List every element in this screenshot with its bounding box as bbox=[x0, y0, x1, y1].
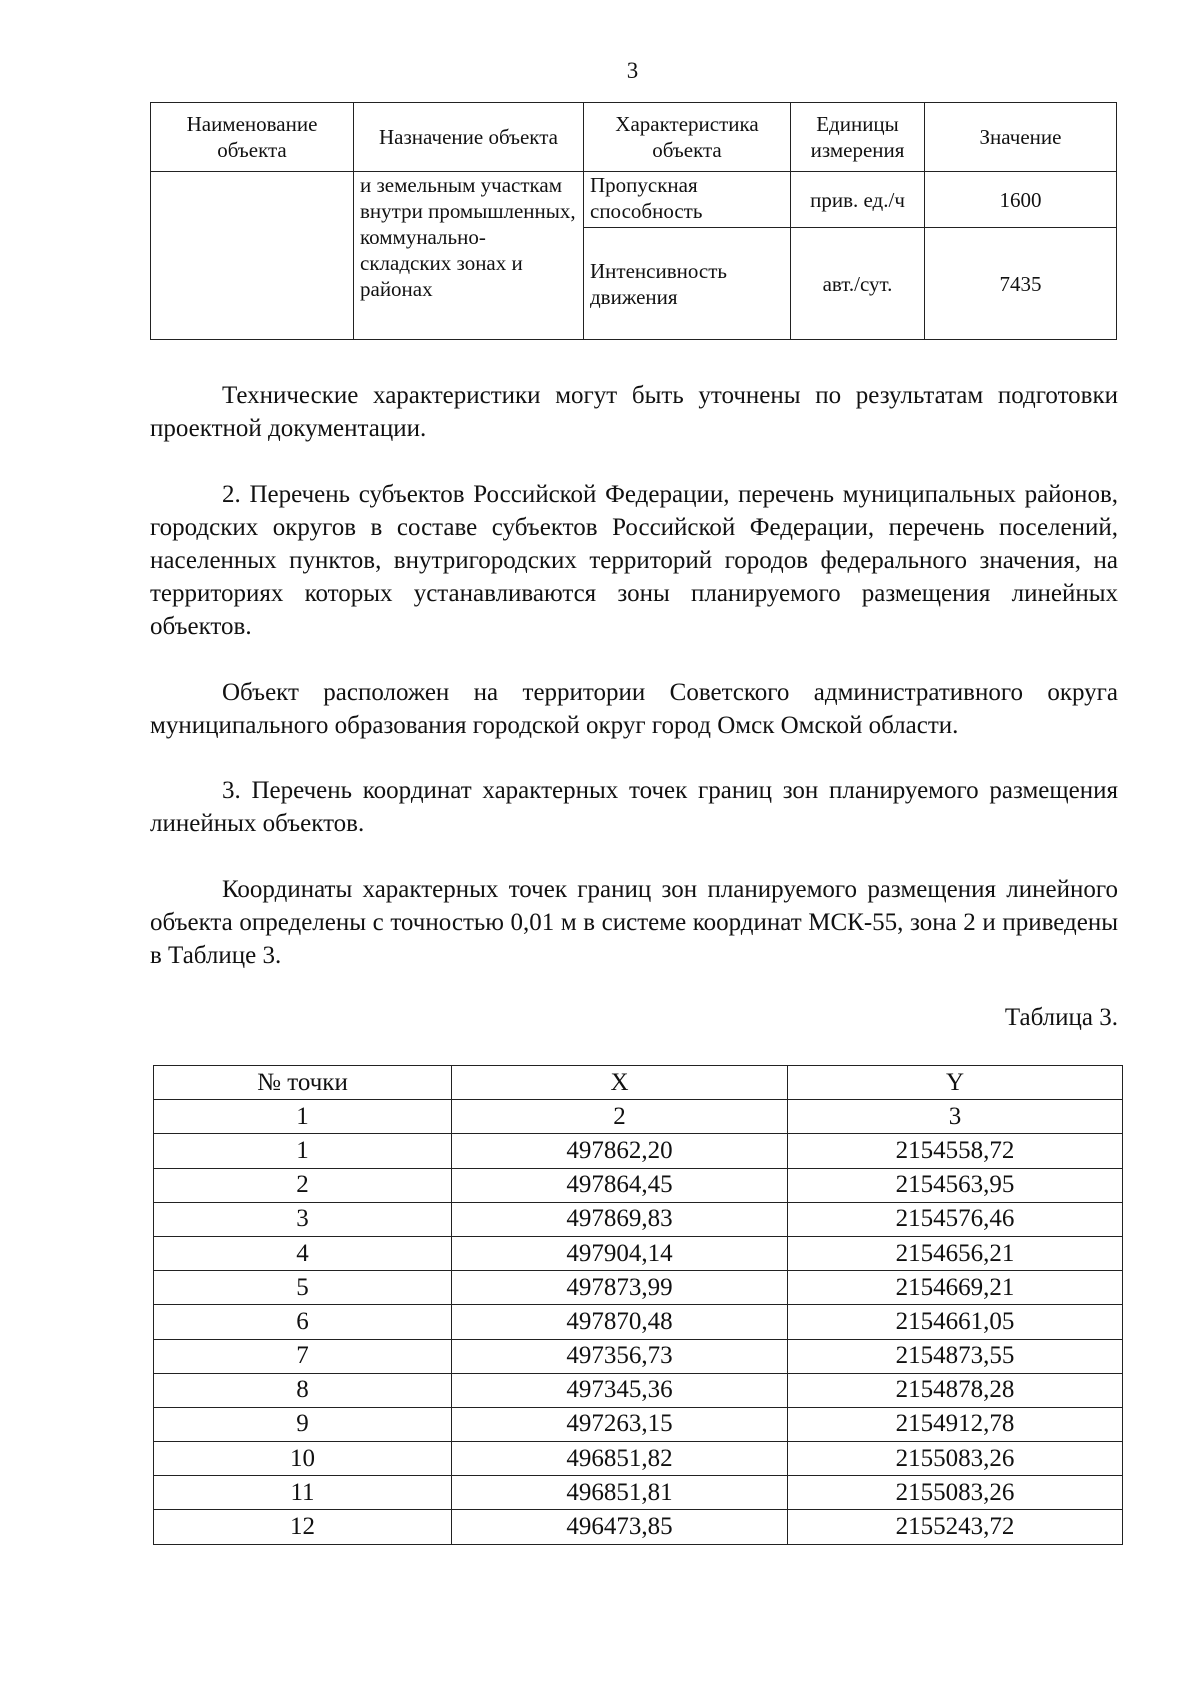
column-number: 1 bbox=[154, 1100, 452, 1134]
paragraph-coordinates-note: Координаты характерных точек границ зон планируемого размещения линейного объекта определены с точностью 0,01 м в системе координат МСК-55, зона 2 и приведены в Таблице 3. bbox=[150, 876, 1118, 969]
characteristic-cell: Интенсивность движения bbox=[584, 228, 791, 340]
column-number: 3 bbox=[788, 1100, 1123, 1134]
x-coordinate-cell: 497904,14 bbox=[452, 1236, 788, 1270]
point-number-cell: 6 bbox=[154, 1305, 452, 1339]
header-value: Значение bbox=[925, 103, 1117, 172]
y-coordinate-cell: 2154912,78 bbox=[788, 1407, 1123, 1441]
x-coordinate-cell: 497870,48 bbox=[452, 1305, 788, 1339]
point-number-cell: 10 bbox=[154, 1442, 452, 1476]
characteristic-cell: Пропускная способность bbox=[584, 172, 791, 228]
table-row bbox=[154, 1271, 1123, 1305]
point-number-cell: 11 bbox=[154, 1476, 452, 1510]
x-coordinate-cell: 496473,85 bbox=[452, 1510, 788, 1544]
y-coordinate-cell: 2154669,21 bbox=[788, 1271, 1123, 1305]
point-number-cell: 3 bbox=[154, 1202, 452, 1236]
x-coordinate-cell: 497864,45 bbox=[452, 1168, 788, 1202]
paragraph-section-3: 3. Перечень координат характерных точек границ зон планируемого размещения линейных объектов. bbox=[150, 777, 1118, 837]
x-coordinate-cell: 497873,99 bbox=[452, 1271, 788, 1305]
table-row bbox=[154, 1236, 1123, 1270]
header-object-characteristic: Характеристика объекта bbox=[584, 103, 791, 172]
x-coordinate-cell: 497263,15 bbox=[452, 1407, 788, 1441]
object-name-cell bbox=[151, 172, 354, 340]
y-coordinate-cell: 2154661,05 bbox=[788, 1305, 1123, 1339]
value-cell: 7435 bbox=[925, 228, 1117, 340]
point-number-cell: 4 bbox=[154, 1236, 452, 1270]
y-coordinate-cell: 2154576,46 bbox=[788, 1202, 1123, 1236]
x-coordinate-cell: 497862,20 bbox=[452, 1134, 788, 1168]
table-row bbox=[154, 1476, 1123, 1510]
table-header-row bbox=[151, 103, 1117, 172]
table-header-row bbox=[154, 1066, 1123, 1100]
x-coordinate-cell: 497869,83 bbox=[452, 1202, 788, 1236]
header-object-name: Наименование объекта bbox=[151, 103, 354, 172]
y-coordinate-cell: 2155243,72 bbox=[788, 1510, 1123, 1544]
x-coordinate-cell: 496851,81 bbox=[452, 1476, 788, 1510]
y-coordinate-cell: 2154558,72 bbox=[788, 1134, 1123, 1168]
header-object-purpose: Назначение объекта bbox=[354, 103, 584, 172]
point-number-cell: 8 bbox=[154, 1373, 452, 1407]
paragraph-object-location: Объект расположен на территории Советского административного округа муниципального образования городской округ город Омск Омской области. bbox=[150, 679, 1118, 739]
point-number-cell: 12 bbox=[154, 1510, 452, 1544]
coordinates-table bbox=[153, 1065, 1123, 1545]
y-coordinate-cell: 2155083,26 bbox=[788, 1442, 1123, 1476]
point-number-cell: 1 bbox=[154, 1134, 452, 1168]
table-row bbox=[154, 1442, 1123, 1476]
paragraph-technical-note: Технические характеристики могут быть уточнены по результатам подготовки проектной документации. bbox=[150, 382, 1118, 442]
point-number-cell: 9 bbox=[154, 1407, 452, 1441]
header-units: Единицы измерения bbox=[791, 103, 925, 172]
header-x: X bbox=[452, 1066, 788, 1100]
y-coordinate-cell: 2154878,28 bbox=[788, 1373, 1123, 1407]
column-number: 2 bbox=[452, 1100, 788, 1134]
point-number-cell: 5 bbox=[154, 1271, 452, 1305]
object-purpose-cell: и земельным участкам внутри промышленных, коммунально-складских зонах и районах bbox=[354, 172, 584, 340]
table-row bbox=[154, 1373, 1123, 1407]
table-row bbox=[154, 1305, 1123, 1339]
unit-cell: прив. ед./ч bbox=[791, 172, 925, 228]
table-row bbox=[154, 1407, 1123, 1441]
point-number-cell: 2 bbox=[154, 1168, 452, 1202]
header-y: Y bbox=[788, 1066, 1123, 1100]
y-coordinate-cell: 2154656,21 bbox=[788, 1236, 1123, 1270]
y-coordinate-cell: 2154563,95 bbox=[788, 1168, 1123, 1202]
header-point-number: № точки bbox=[154, 1066, 452, 1100]
object-characteristics-table bbox=[150, 102, 1117, 340]
x-coordinate-cell: 496851,82 bbox=[452, 1442, 788, 1476]
value-cell: 1600 bbox=[925, 172, 1117, 228]
table-row bbox=[154, 1202, 1123, 1236]
point-number-cell: 7 bbox=[154, 1339, 452, 1373]
column-number-row bbox=[154, 1100, 1123, 1134]
table-row bbox=[154, 1339, 1123, 1373]
page-number: 3 bbox=[626, 58, 639, 83]
table-row bbox=[154, 1168, 1123, 1202]
table-row bbox=[151, 172, 1117, 228]
unit-cell: авт./сут. bbox=[791, 228, 925, 340]
paragraph-section-2: 2. Перечень субъектов Российской Федерации, перечень муниципальных районов, городских округов в составе субъектов Российской Федерации, перечень поселений, населенных пунктов, внутригородских территорий городов федерального значения, на территориях которых устанавливаются зоны планируемого размещения линейных объектов. bbox=[150, 481, 1118, 640]
table-row bbox=[154, 1510, 1123, 1544]
x-coordinate-cell: 497345,36 bbox=[452, 1373, 788, 1407]
x-coordinate-cell: 497356,73 bbox=[452, 1339, 788, 1373]
table-caption: Таблица 3. bbox=[1004, 1004, 1118, 1031]
y-coordinate-cell: 2155083,26 bbox=[788, 1476, 1123, 1510]
y-coordinate-cell: 2154873,55 bbox=[788, 1339, 1123, 1373]
table-row bbox=[154, 1134, 1123, 1168]
